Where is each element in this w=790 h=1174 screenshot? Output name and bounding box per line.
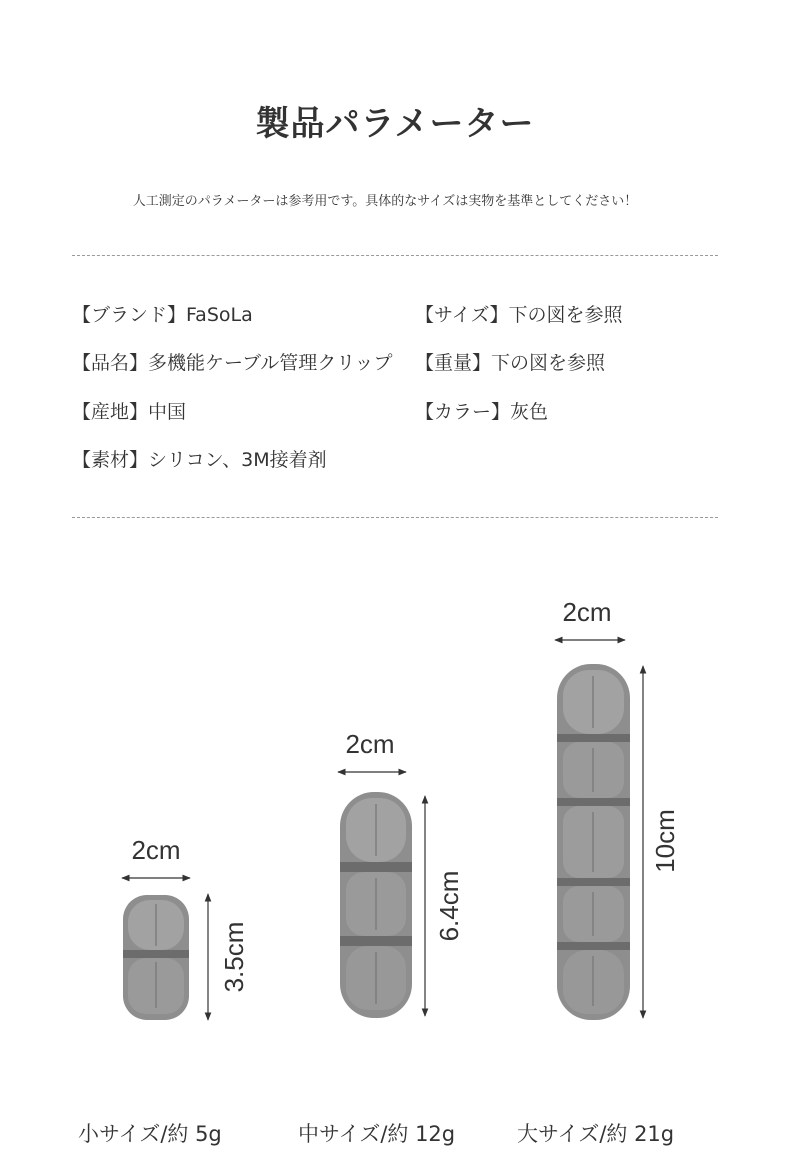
- small-clip: [123, 895, 189, 1020]
- large-width-label: 2cm: [562, 597, 612, 627]
- divider-bottom: [72, 517, 718, 518]
- large-height-label: 10cm: [650, 809, 680, 873]
- param-weight: 【重量】下の図を参照: [415, 352, 606, 374]
- medium-width-label: 2cm: [345, 729, 395, 759]
- caption-medium: 中サイズ/約 12g: [298, 1122, 456, 1146]
- small-height-label: 3.5cm: [219, 921, 249, 993]
- caption-large: 大サイズ/約 21g: [517, 1122, 675, 1146]
- param-color: 【カラー】灰色: [415, 401, 549, 423]
- size-diagram: [0, 560, 790, 1080]
- param-origin: 【産地】中国: [72, 401, 187, 423]
- page-title: 製品パラメーター: [255, 104, 535, 144]
- large-clip: [557, 664, 630, 1020]
- caption-small: 小サイズ/約 5g: [78, 1122, 222, 1146]
- small-width-label: 2cm: [131, 835, 181, 865]
- param-brand: 【ブランド】FaSoLa: [72, 304, 253, 326]
- medium-height-label: 6.4cm: [434, 870, 464, 942]
- divider-top: [72, 255, 718, 256]
- param-material: 【素材】シリコン、3M接着剤: [72, 449, 327, 471]
- param-size: 【サイズ】下の図を参照: [415, 304, 623, 326]
- medium-clip: [340, 792, 412, 1018]
- param-product-name: 【品名】多機能ケーブル管理クリップ: [72, 352, 393, 374]
- measurement-note: 人工測定のパラメーターは参考用です。具体的なサイズは実物を基準としてください！: [132, 194, 638, 209]
